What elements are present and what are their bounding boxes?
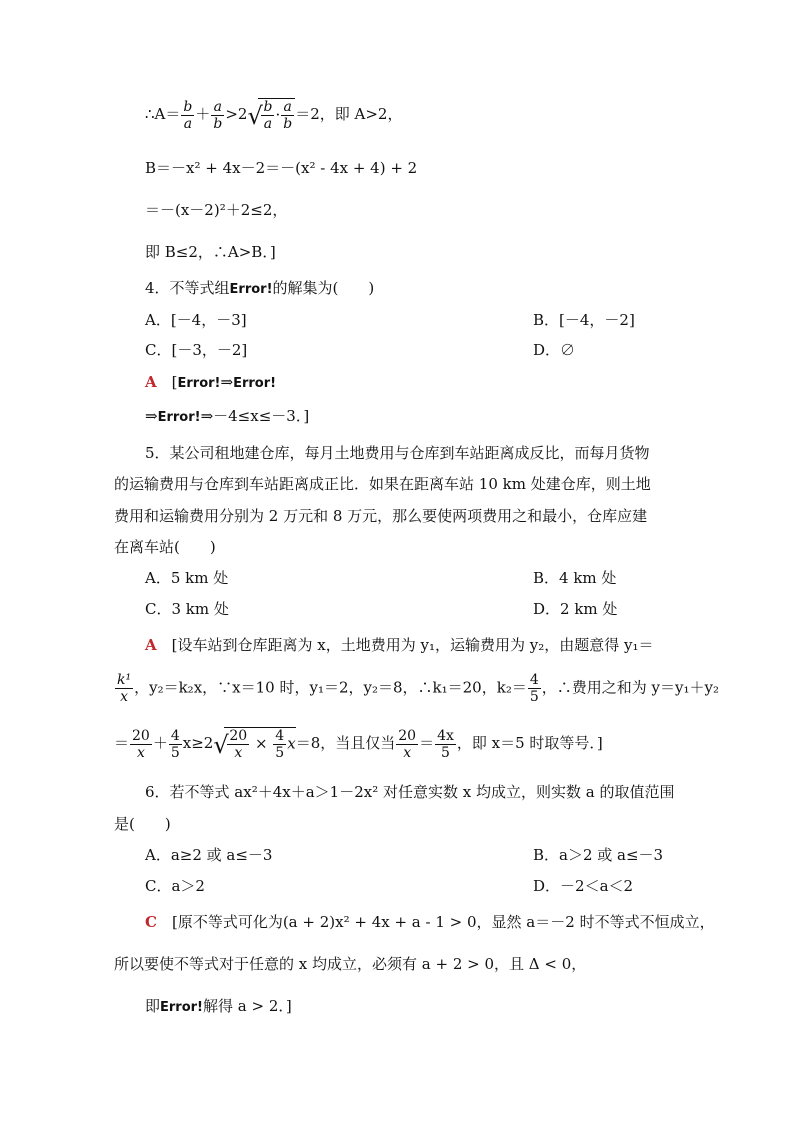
fraction (273, 728, 286, 761)
text: ＝ (419, 734, 435, 752)
fraction (115, 672, 133, 705)
numerator: b (183, 98, 193, 115)
solution-line-conclusion: 即 B≤2，∴A>B．] (145, 243, 276, 261)
error-placeholder: Error! (157, 410, 201, 425)
question-5-stem-line1: 5．某公司租地建仓库，每月土地费用与仓库到车站距离成反比，而每月货物 (145, 444, 650, 462)
text: ＝2，即 A>2， (295, 105, 403, 123)
fraction (281, 99, 294, 132)
option-a: A．[－4，－3] (145, 311, 247, 329)
answer-letter: C (145, 913, 157, 931)
text: ＝8，当且仅当 (295, 734, 396, 752)
question-5-stem-line2: 的运输费用与仓库到车站距离成正比．如果在距离车站 10 km 处建仓库，则土地 (114, 475, 651, 493)
question-6-solution-line2: 所以要使不等式对于任意的 x 均成立，必须有 a + 2 > 0，且 Δ < 0， (114, 955, 587, 973)
question-6-solution-line3 (145, 995, 292, 1019)
question-4-options-row2 (145, 339, 576, 361)
numerator: a (281, 99, 294, 116)
denominator: b (283, 116, 293, 132)
error-placeholder: Error! (160, 1000, 203, 1015)
denominator: 5 (441, 744, 450, 761)
text: ⇒ (220, 373, 234, 391)
question-4-solution-line1 (145, 371, 276, 395)
fraction (181, 99, 194, 132)
sqrt-symbol: √ (213, 731, 229, 759)
sqrt (247, 98, 295, 132)
question-4-options-row1 (145, 309, 635, 331)
text: ＋ (152, 734, 168, 752)
numerator: 20 (229, 728, 248, 744)
text: 即 (145, 997, 161, 1015)
error-placeholder: Error! (233, 376, 277, 391)
text: · (275, 105, 281, 124)
error-placeholder: Error! (177, 376, 221, 391)
numerator: a (211, 99, 224, 116)
sqrt-symbol: √ (247, 102, 263, 130)
text: ⇒－4≤x≤－3．] (200, 407, 310, 425)
question-5-options-row1 (145, 567, 617, 589)
text: ⇒ (145, 407, 158, 425)
option-d: D．∅ (533, 341, 576, 359)
text: ＝ (114, 734, 130, 752)
numerator: 20 (398, 727, 417, 744)
question-5-options-row2 (145, 598, 618, 620)
denominator: x (234, 745, 243, 761)
solution-line-a-compare (145, 98, 402, 132)
answer-letter: A (145, 636, 157, 654)
error-placeholder: Error! (229, 282, 273, 297)
text: x≥2 (182, 734, 214, 752)
question-6-stem-line2: 是( ) (114, 815, 171, 833)
question-6-solution-line1 (145, 911, 715, 933)
text: x (287, 734, 296, 753)
text: ，y₂＝k₂x，∵x＝10 时，y₁＝2，y₂＝8，∴k₁＝20，k₂＝ (134, 678, 527, 697)
question-5-stem-line3: 费用和运输费用分别为 2 万元和 8 万元，那么要使两项费用之和最小，仓库应建 (114, 507, 648, 525)
question-6-options-row2 (145, 875, 634, 897)
solution-line-b-complete: ＝－(x－2)²＋2≤2， (145, 201, 288, 219)
numerator: 4 (275, 728, 285, 744)
text: ∴A＝ (145, 105, 181, 123)
fraction (528, 672, 541, 705)
text: 4．不等式组 (145, 279, 230, 297)
fraction (435, 728, 456, 761)
question-4-stem (145, 277, 374, 301)
numerator: k¹ (117, 672, 132, 688)
question-5-solution-line3 (114, 727, 603, 761)
option-a: A．5 km 处 (145, 569, 229, 587)
option-d: D．2 km 处 (533, 600, 618, 618)
question-6-options-row1 (145, 844, 664, 866)
option-a: A．a≥2 或 a≤－3 (145, 846, 273, 864)
denominator: 5 (529, 689, 539, 705)
text: × (250, 734, 273, 753)
sqrt (213, 727, 295, 761)
text: 解得 a > 2．] (203, 997, 292, 1015)
question-5-solution-line1 (145, 634, 654, 656)
text: ＋ (195, 105, 211, 123)
question-6-stem-line1: 6．若不等式 ax²＋4x＋a＞1－2x² 对任意实数 x 均成立，则实数 a 的取值范围 (145, 783, 675, 801)
denominator: a (263, 116, 273, 132)
text: [ (171, 373, 178, 391)
option-d: D．－2＜a＜2 (533, 877, 634, 895)
answer-letter: A (145, 373, 157, 391)
numerator: 20 (132, 727, 150, 744)
option-b: B．4 km 处 (533, 569, 617, 587)
text: [设车站到仓库距离为 x，土地费用为 y₁，运输费用为 y₂，由题意得 y₁＝ (171, 636, 654, 654)
numerator: 4 (529, 672, 539, 688)
question-5-solution-line2 (114, 672, 719, 705)
fraction (261, 99, 274, 132)
denominator: a (183, 115, 193, 132)
denominator: x (120, 689, 128, 705)
text: [原不等式可化为(a + 2)x² + 4x + a - 1 > 0，显然 a＝－2 时不等式不恒成立， (171, 913, 715, 931)
fraction (227, 728, 249, 761)
denominator: 5 (170, 744, 180, 761)
question-4-solution-line2 (145, 405, 309, 429)
option-b: B．[－4，－2] (533, 311, 635, 329)
fraction (396, 728, 418, 761)
numerator: 4x (437, 727, 454, 744)
option-c: C．3 km 处 (145, 600, 229, 618)
option-c: C．[－3，－2] (145, 341, 248, 359)
numerator: 4 (170, 727, 180, 744)
option-b: B．a＞2 或 a≤－3 (533, 846, 664, 864)
fraction (169, 728, 182, 761)
text: >2 (225, 105, 248, 123)
option-c: C．a＞2 (145, 877, 205, 895)
text: ，∴费用之和为 y＝y₁＋y₂ (541, 678, 719, 697)
denominator: 5 (275, 745, 285, 761)
numerator: b (263, 99, 273, 115)
fraction (130, 728, 152, 761)
denominator: x (403, 744, 412, 761)
question-5-stem-line4: 在离车站( ) (114, 538, 216, 556)
text: 的解集为( ) (272, 279, 375, 297)
solution-line-b-def: B＝－x² + 4x－2＝－(x² - 4x + 4) + 2 (145, 159, 418, 177)
text: ，即 x＝5 时取等号．] (456, 734, 603, 752)
fraction (211, 99, 224, 132)
denominator: b (213, 115, 223, 132)
denominator: x (136, 744, 145, 761)
